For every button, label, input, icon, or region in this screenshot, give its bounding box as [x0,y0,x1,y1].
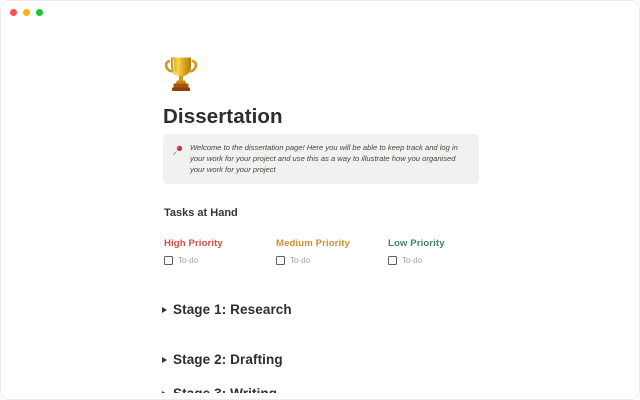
high-priority-heading[interactable]: High Priority [164,238,223,249]
stage-2-heading[interactable]: Stage 2: Drafting [173,352,283,367]
todo-checkbox[interactable] [388,256,397,265]
page-title[interactable]: Dissertation [163,105,283,128]
minimize-window-button[interactable] [23,9,30,16]
column-low-priority [388,238,479,265]
pushpin-icon [172,143,183,154]
toggle-chevron-icon[interactable] [162,307,167,313]
todo-label[interactable]: To-do [290,256,311,265]
todo-item [276,256,367,265]
todo-checkbox[interactable] [276,256,285,265]
low-priority-heading[interactable]: Low Priority [388,238,445,249]
trophy-icon[interactable] [163,54,199,94]
priority-columns [164,238,479,265]
stage-1-toggle-block [162,302,292,317]
zoom-window-button[interactable] [36,9,43,16]
window-controls [10,9,43,16]
todo-item [388,256,479,265]
close-window-button[interactable] [10,9,17,16]
stage-1-heading[interactable]: Stage 1: Research [173,302,292,317]
todo-label[interactable]: To-do [178,256,199,265]
column-high-priority [164,238,255,265]
todo-item [164,256,255,265]
medium-priority-heading[interactable]: Medium Priority [276,238,350,249]
callout-text: Welcome to the dissertation page! Here you will be able to keep track and log in your work for your project and use this as a way to illustrate how you organised your work for your project [190,143,458,175]
window-bottom-edge [1,393,639,399]
column-medium-priority [276,238,367,265]
todo-label[interactable]: To-do [402,256,423,265]
tasks-heading[interactable]: Tasks at Hand [164,207,238,219]
toggle-chevron-icon[interactable] [162,357,167,363]
stage-2-toggle-block [162,352,283,367]
callout-block[interactable] [163,134,479,184]
todo-checkbox[interactable] [164,256,173,265]
